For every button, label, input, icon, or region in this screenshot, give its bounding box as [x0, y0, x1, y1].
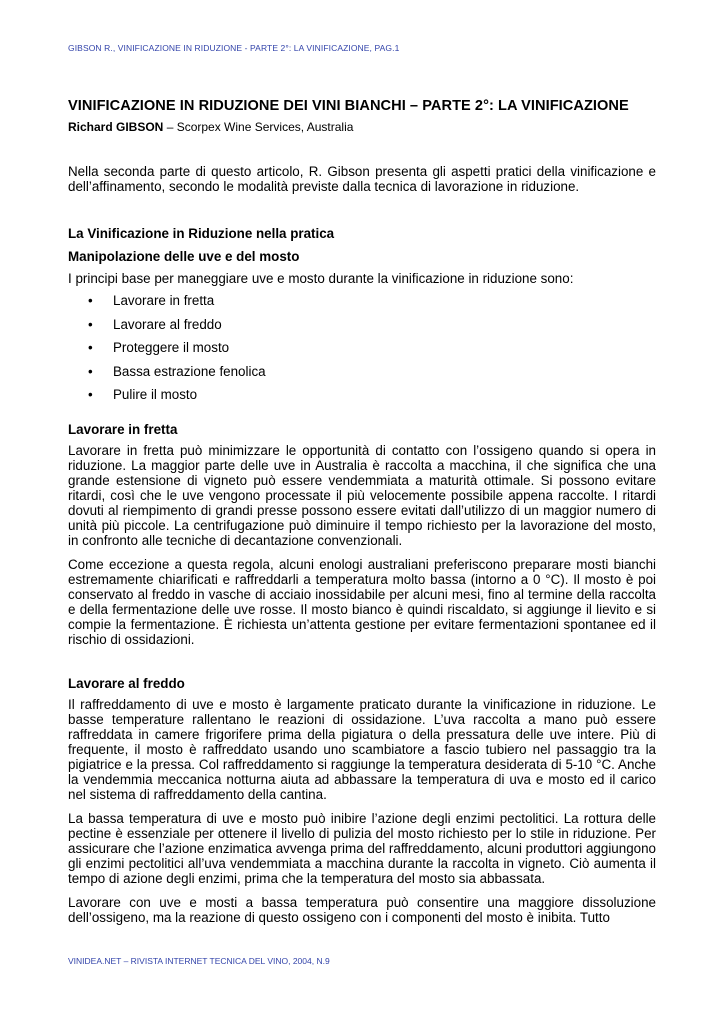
running-header: GIBSON R., VINIFICAZIONE IN RIDUZIONE - PARTE 2°: LA VINIFICAZIONE, PAG.1 [68, 43, 400, 53]
freddo-paragraph-1: Il raffreddamento di uve e mosto è largamente praticato durante la vinificazione in riduzione. Le basse temperature rallentano le reazioni di ossidazione. L’uva raccolta a mano può essere raffreddata in camere frigorifere prima della pigiatura o della pressatura delle uve intere. Più di frequente, il mosto è raffreddato usando uno scambiatore a fascio tubiero nel passaggio tra la pigiatrice e la pressa. Col raffreddamento si raggiunge la temperatura desiderata di 5-10 °C. Anche la vendemmia meccanica notturna aiuta ad abbassare la temperatura di uva e mosto ed il carico nel sistema di raffreddamento della cantina. [68, 697, 656, 803]
section-heading-fretta: Lavorare in fretta [68, 422, 178, 438]
section-heading-main: La Vinificazione in Riduzione nella pratica [68, 226, 335, 241]
list-item-text: Proteggere il mosto [113, 340, 230, 356]
bullet-icon: • [88, 316, 93, 332]
fretta-paragraph-2: Come eccezione a questa regola, alcuni enologi australiani preferiscono preparare mosti bianchi estremamente chiarificati e raffreddarli a temperatura molto bassa (intorno a 0 °C). Il mosto è poi conservato al freddo in vasche di acciaio inossidabile per alcuni mesi, fino al termine della raccolta e della fermentazione delle uve rosse. Il mosto bianco è quindi riscaldato, si aggiunge il lievito e si compie la fermentazione. È richiesta un’attenta gestione per evitare fermentazioni spontanee ed il rischio di ossidazioni. [68, 557, 656, 648]
list-item [68, 364, 656, 379]
running-footer: VINIDEA.NET – RIVISTA INTERNET TECNICA DEL VINO, 2004, N.9 [68, 956, 330, 966]
author-name: Richard GIBSON [68, 120, 164, 134]
bullet-icon: • [88, 363, 93, 379]
bullet-icon: • [88, 293, 93, 308]
bullet-icon: • [88, 340, 93, 356]
lead-paragraph: I principi base per maneggiare uve e mosto durante la vinificazione in riduzione sono: [68, 271, 574, 286]
article-title: VINIFICAZIONE IN RIDUZIONE DEI VINI BIANCHI – PARTE 2°: LA VINIFICAZIONE [68, 98, 629, 114]
list-item-text: Bassa estrazione fenolica [113, 363, 266, 379]
list-item-text: Lavorare al freddo [113, 316, 222, 332]
principles-list [68, 293, 656, 402]
article-content [68, 98, 656, 925]
bullet-icon: • [88, 387, 93, 403]
list-item [68, 340, 656, 355]
list-item-text: Lavorare in fretta [113, 293, 215, 308]
list-item-text: Pulire il mosto [113, 387, 198, 403]
intro-paragraph: Nella seconda parte di questo articolo, R. Gibson presenta gli aspetti pratici della vinificazione e dell’affinamento, secondo le modalità previste dalla tecnica di lavorazione in riduzione. [68, 164, 656, 194]
freddo-paragraph-2: La bassa temperatura di uve e mosto può inibire l’azione degli enzimi pectolitici. La rottura delle pectine è essenziale per ottenere il livello di pulizia del mosto richiesto per lo stile in riduzione. Per assicurare che l’azione enzimatica avvenga prima del raffreddamento, alcuni produttori aggiungono gli enzimi pectolitici all’uva vendemmiata a macchina durante la raccolta in vigneto. Ciò aumenta il tempo di azione degli enzimi, prima che la temperatura del mosto sia abbassata. [68, 811, 656, 887]
fretta-paragraph-1: Lavorare in fretta può minimizzare le opportunità di contatto con l’ossigeno quando si opera in riduzione. La maggior parte delle uve in Australia è raccolta a macchina, il che significa che una grande estensione di vigneto può essere vendemmiata a maturità ottimale. Si possono evitare ritardi, così che le uve vengono processate il più velocemente possibile appena raccolte. I ritardi dovuti al riempimento di grandi presse possono essere evitati dall’utilizzo di un maggior numero di unità più piccole. La centrifugazione può diminuire il tempo richiesto per la lavorazione del mosto, in confronto alle tecniche di decantazione convenzionali. [68, 443, 656, 549]
freddo-paragraph-3: Lavorare con uve e mosti a bassa temperatura può consentire una maggiore dissoluzione dell’ossigeno, ma la reazione di questo ossigeno con i componenti del mosto è inibita. Tutto [68, 895, 656, 926]
list-item [68, 317, 656, 332]
list-item [68, 387, 656, 402]
byline [68, 120, 656, 134]
section-heading-freddo: Lavorare al freddo [68, 676, 185, 692]
list-item [68, 293, 656, 308]
author-affiliation: – Scorpex Wine Services, Australia [163, 120, 354, 134]
section-heading-sub: Manipolazione delle uve e del mosto [68, 249, 300, 264]
